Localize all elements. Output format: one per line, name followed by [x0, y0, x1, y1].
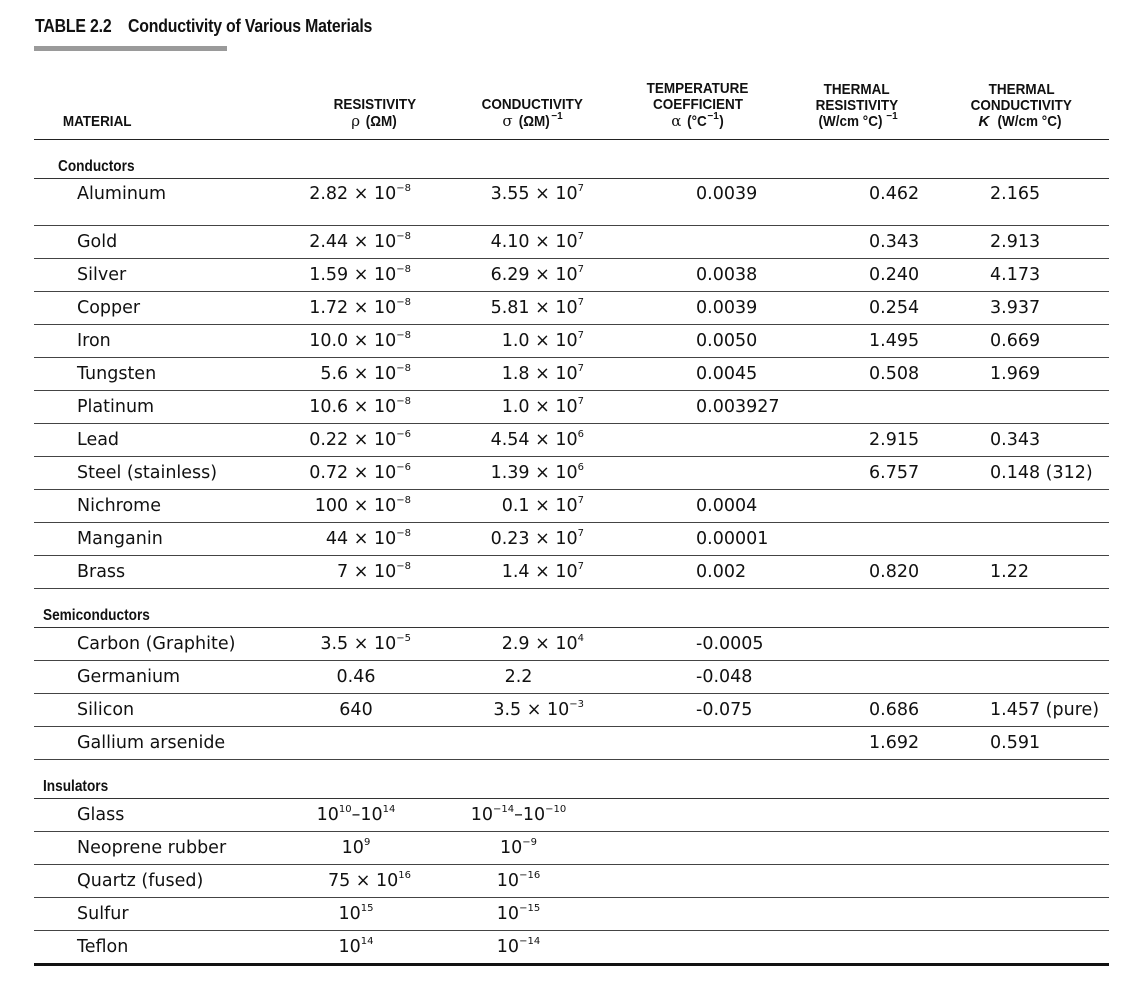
table-row [34, 259, 1109, 292]
thermal-resistivity-cell: 1.495 [779, 325, 934, 358]
thermal-conductivity-cell [934, 865, 1109, 898]
conductivity-cell: $1.8 \times 10^7$ [449, 358, 616, 391]
thermal-resistivity-cell [779, 523, 934, 556]
group-label: Insulators [34, 760, 1109, 799]
conductivity-cell: $1.0 \times 10^7$ [449, 391, 616, 424]
thermal-conductivity-cell [934, 490, 1109, 523]
table-row [34, 358, 1109, 391]
material-name: Tungsten [34, 358, 301, 391]
thermal-conductivity-cell: 2.165 [934, 179, 1109, 226]
temperature-coefficient-cell [616, 865, 779, 898]
conductivity-cell [449, 727, 616, 760]
table-row [34, 391, 1109, 424]
thermal-resistivity-cell [779, 490, 934, 523]
resistivity-cell: $10^{15}$ [301, 898, 449, 931]
thermal-resistivity-cell [779, 931, 934, 965]
header-material: MATERIAL [34, 64, 301, 140]
temperature-coefficient-cell [616, 727, 779, 760]
temperature-coefficient-cell [616, 898, 779, 931]
temperature-coefficient-cell: 0.0045 [616, 358, 779, 391]
conductivity-cell: $10^{-14}$ [449, 931, 616, 965]
table-row [34, 457, 1109, 490]
material-name: Silver [34, 259, 301, 292]
resistivity-cell: $1.72 \times 10^{-8}$ [301, 292, 449, 325]
thermal-conductivity-cell: 2.913 [934, 226, 1109, 259]
table-row [34, 661, 1109, 694]
header-row [34, 64, 1109, 140]
thermal-conductivity-cell [934, 898, 1109, 931]
thermal-resistivity-cell: 0.462 [779, 179, 934, 226]
caption-underline-bar [34, 46, 227, 51]
temperature-coefficient-cell: 0.0004 [616, 490, 779, 523]
resistivity-cell: $10^9$ [301, 832, 449, 865]
material-name: Sulfur [34, 898, 301, 931]
thermal-resistivity-cell: 0.686 [779, 694, 934, 727]
conductivity-cell: $1.39 \times 10^6$ [449, 457, 616, 490]
conductivity-cell: $10^{-9}$ [449, 832, 616, 865]
header-thermal-conductivity: THERMAL CONDUCTIVITY K (W/cm °C) [934, 64, 1109, 140]
temperature-coefficient-cell [616, 226, 779, 259]
conductivity-cell: $3.55 \times 10^7$ [449, 179, 616, 226]
temperature-coefficient-cell: 0.00001 [616, 523, 779, 556]
table-row [34, 292, 1109, 325]
thermal-conductivity-cell: 1.457 (pure) [934, 694, 1109, 727]
resistivity-cell: $10^{10}-10^{14}$ [301, 799, 449, 832]
temperature-coefficient-cell [616, 799, 779, 832]
resistivity-cell: $2.82 \times 10^{-8}$ [301, 179, 449, 226]
material-name: Steel (stainless) [34, 457, 301, 490]
temperature-coefficient-cell [616, 931, 779, 965]
material-name: Brass [34, 556, 301, 589]
table-row [34, 628, 1109, 661]
thermal-resistivity-cell [779, 898, 934, 931]
resistivity-cell: $44 \times 10^{-8}$ [301, 523, 449, 556]
material-name: Quartz (fused) [34, 865, 301, 898]
material-name: Manganin [34, 523, 301, 556]
thermal-resistivity-cell: 6.757 [779, 457, 934, 490]
material-name: Germanium [34, 661, 301, 694]
thermal-resistivity-cell: 0.508 [779, 358, 934, 391]
table-row [34, 865, 1109, 898]
thermal-resistivity-cell [779, 832, 934, 865]
thermal-resistivity-cell [779, 865, 934, 898]
resistivity-cell: 640 [301, 694, 449, 727]
group-header-row [34, 589, 1109, 628]
thermal-conductivity-cell: 4.173 [934, 259, 1109, 292]
thermal-conductivity-cell: 0.148 (312) [934, 457, 1109, 490]
thermal-conductivity-cell: 0.343 [934, 424, 1109, 457]
table-row [34, 179, 1109, 226]
conductivity-cell: 2.2 [449, 661, 616, 694]
resistivity-cell: $7 \times 10^{-8}$ [301, 556, 449, 589]
conductivity-cell: $4.54 \times 10^6$ [449, 424, 616, 457]
conductivity-cell: $10^{-16}$ [449, 865, 616, 898]
table-title: Conductivity of Various Materials [128, 16, 373, 36]
resistivity-cell: $0.22 \times 10^{-6}$ [301, 424, 449, 457]
table-row [34, 898, 1109, 931]
table-row [34, 832, 1109, 865]
thermal-resistivity-cell [779, 799, 934, 832]
conductivity-table [34, 64, 1109, 966]
resistivity-cell: $1.59 \times 10^{-8}$ [301, 259, 449, 292]
resistivity-cell: $100 \times 10^{-8}$ [301, 490, 449, 523]
header-conductivity: CONDUCTIVITY σ (ΩM) $^{-1}$ [449, 64, 616, 140]
conductivity-cell: $4.10 \times 10^7$ [449, 226, 616, 259]
thermal-conductivity-cell [934, 832, 1109, 865]
conductivity-cell: $5.81 \times 10^7$ [449, 292, 616, 325]
material-name: Gallium arsenide [34, 727, 301, 760]
material-name: Teflon [34, 931, 301, 965]
temperature-coefficient-cell: 0.0038 [616, 259, 779, 292]
temperature-coefficient-cell: 0.003927 [616, 391, 779, 424]
thermal-resistivity-cell: 2.915 [779, 424, 934, 457]
material-name: Platinum [34, 391, 301, 424]
header-thermal-resistivity: THERMAL RESISTIVITY (W/cm °C) $^{-1}$ [779, 64, 934, 140]
resistivity-cell: $10.6 \times 10^{-8}$ [301, 391, 449, 424]
temperature-coefficient-cell [616, 424, 779, 457]
thermal-conductivity-cell [934, 661, 1109, 694]
thermal-resistivity-cell [779, 661, 934, 694]
thermal-conductivity-cell: 1.969 [934, 358, 1109, 391]
conductivity-cell: $0.23 \times 10^7$ [449, 523, 616, 556]
thermal-conductivity-cell [934, 931, 1109, 965]
table-row [34, 694, 1109, 727]
temperature-coefficient-cell: -0.0005 [616, 628, 779, 661]
table-row [34, 523, 1109, 556]
conductivity-cell: $10^{-14}-10^{-10}$ [449, 799, 616, 832]
material-name: Neoprene rubber [34, 832, 301, 865]
material-name: Copper [34, 292, 301, 325]
material-name: Glass [34, 799, 301, 832]
header-resistivity: RESISTIVITY ρ (ΩM) [301, 64, 449, 140]
temperature-coefficient-cell: 0.0039 [616, 292, 779, 325]
thermal-conductivity-cell [934, 628, 1109, 661]
thermal-conductivity-cell: 0.591 [934, 727, 1109, 760]
material-name: Iron [34, 325, 301, 358]
conductivity-cell: $1.4 \times 10^7$ [449, 556, 616, 589]
temperature-coefficient-cell: 0.002 [616, 556, 779, 589]
table-row [34, 424, 1109, 457]
resistivity-cell: 0.46 [301, 661, 449, 694]
temperature-coefficient-cell: 0.0039 [616, 179, 779, 226]
material-name: Silicon [34, 694, 301, 727]
temperature-coefficient-cell: 0.0050 [616, 325, 779, 358]
group-header-row [34, 140, 1109, 179]
temperature-coefficient-cell [616, 832, 779, 865]
thermal-conductivity-cell [934, 391, 1109, 424]
conductivity-cell: $10^{-15}$ [449, 898, 616, 931]
resistivity-cell: $10.0 \times 10^{-8}$ [301, 325, 449, 358]
resistivity-cell [301, 727, 449, 760]
material-name: Aluminum [34, 179, 301, 226]
table-row [34, 556, 1109, 589]
material-name: Lead [34, 424, 301, 457]
table-row [34, 325, 1109, 358]
table-caption [35, 16, 372, 37]
table-row [34, 799, 1109, 832]
group-header-row [34, 760, 1109, 799]
resistivity-cell: $75 \times 10^{16}$ [301, 865, 449, 898]
thermal-conductivity-cell: 0.669 [934, 325, 1109, 358]
resistivity-cell: $2.44 \times 10^{-8}$ [301, 226, 449, 259]
thermal-conductivity-cell: 3.937 [934, 292, 1109, 325]
temperature-coefficient-cell: -0.075 [616, 694, 779, 727]
temperature-coefficient-cell [616, 457, 779, 490]
thermal-resistivity-cell: 0.240 [779, 259, 934, 292]
group-label: Semiconductors [34, 589, 1109, 628]
table-row [34, 226, 1109, 259]
resistivity-cell: $0.72 \times 10^{-6}$ [301, 457, 449, 490]
thermal-resistivity-cell: 1.692 [779, 727, 934, 760]
conductivity-cell: $3.5 \times 10^{-3}$ [449, 694, 616, 727]
thermal-resistivity-cell: 0.343 [779, 226, 934, 259]
thermal-resistivity-cell: 0.254 [779, 292, 934, 325]
conductivity-cell: $6.29 \times 10^7$ [449, 259, 616, 292]
group-label: Conductors [34, 140, 1109, 179]
thermal-conductivity-cell [934, 799, 1109, 832]
conductivity-cell: $1.0 \times 10^7$ [449, 325, 616, 358]
thermal-conductivity-cell [934, 523, 1109, 556]
conductivity-cell: $0.1 \times 10^7$ [449, 490, 616, 523]
thermal-resistivity-cell [779, 628, 934, 661]
table-row [34, 727, 1109, 760]
resistivity-cell: $5.6 \times 10^{-8}$ [301, 358, 449, 391]
material-name: Gold [34, 226, 301, 259]
thermal-resistivity-cell [779, 391, 934, 424]
header-temperature-coefficient: TEMPERATURE COEFFICIENT α $(^\circ C^{-1})$ [616, 64, 779, 140]
thermal-resistivity-cell: 0.820 [779, 556, 934, 589]
resistivity-cell: $3.5 \times 10^{-5}$ [301, 628, 449, 661]
table-number: TABLE 2.2 [35, 16, 112, 36]
resistivity-cell: $10^{14}$ [301, 931, 449, 965]
temperature-coefficient-cell: -0.048 [616, 661, 779, 694]
thermal-conductivity-cell: 1.22 [934, 556, 1109, 589]
material-name: Nichrome [34, 490, 301, 523]
material-name: Carbon (Graphite) [34, 628, 301, 661]
conductivity-cell: $2.9 \times 10^4$ [449, 628, 616, 661]
table-row [34, 490, 1109, 523]
table-row [34, 931, 1109, 965]
